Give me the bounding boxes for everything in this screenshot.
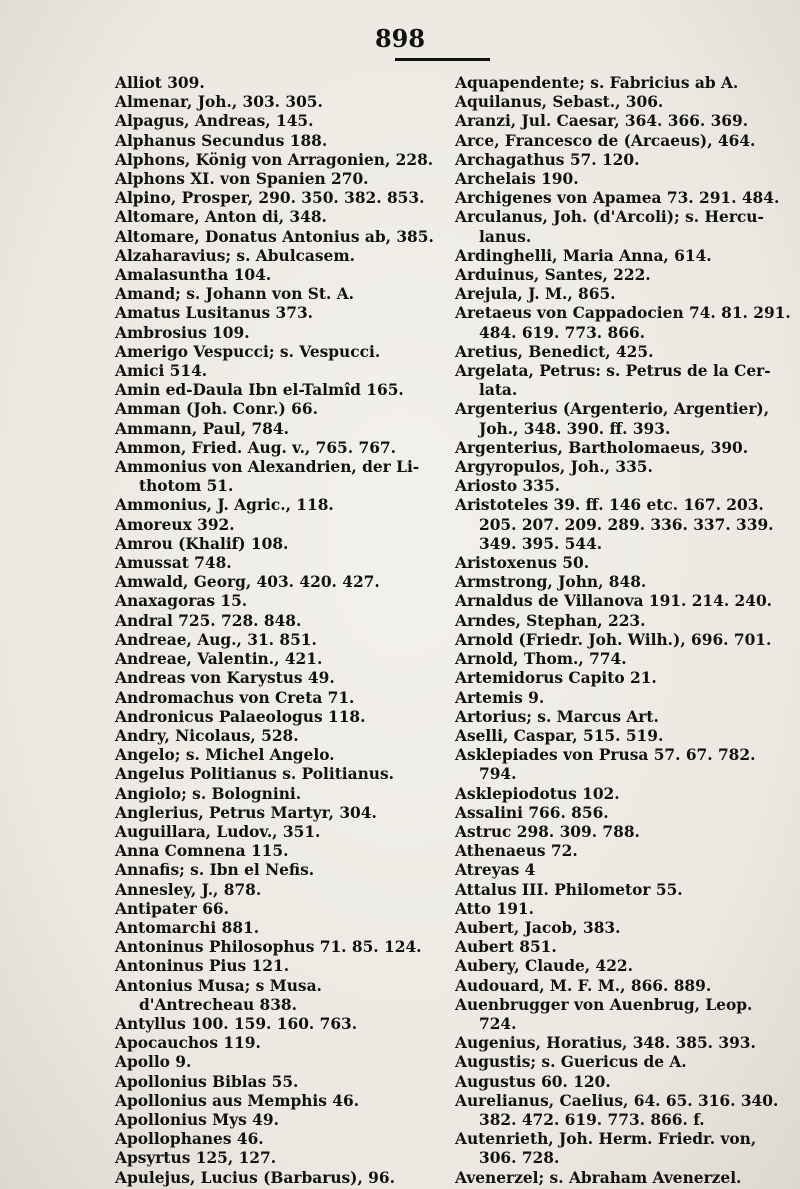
index-entry: Argyropulos, Joh., 335. <box>455 458 653 477</box>
index-entry: Arndes, Stephan, 223. <box>455 611 646 630</box>
index-entry: Anglerius, Petrus Martyr, 304. <box>115 803 377 822</box>
index-entry: Amin ed-Daula Ibn el-Talmîd 165. <box>115 381 404 400</box>
index-entry: Apocauchos 119. <box>115 1034 261 1053</box>
index-entry: Arculanus, Joh. (d'Arcoli); s. Hercu- <box>455 208 764 227</box>
index-entry: d'Antrecheau 838. <box>139 995 297 1014</box>
index-entry: Anaxagoras 15. <box>115 592 248 611</box>
index-entry: Avenerzel; s. Abraham Avenerzel. <box>455 1168 742 1187</box>
index-entry: Aurelianus, Caelius, 64. 65. 316. 340. <box>455 1091 779 1110</box>
index-entry: Amman (Joh. Conr.) 66. <box>115 400 318 419</box>
index-entry: Apollo 9. <box>115 1053 192 1072</box>
index-entry: Andreas von Karystus 49. <box>115 669 335 688</box>
index-entry: Astruc 298. 309. 788. <box>455 822 640 841</box>
index-entry: Ammann, Paul, 784. <box>115 419 289 438</box>
index-entry: Arnold, Thom., 774. <box>455 650 627 669</box>
index-entry: thotom 51. <box>139 477 234 496</box>
index-entry: lanus. <box>479 227 532 246</box>
index-entry: Apollonius aus Memphis 46. <box>115 1091 360 1110</box>
index-entry: Ariosto 335. <box>455 477 561 496</box>
index-entry: Alliot 309. <box>115 74 205 92</box>
index-entry: Andry, Nicolaus, 528. <box>115 726 299 745</box>
index-entry: Andral 725. 728. 848. <box>115 611 302 630</box>
index-entry: Alphons XI. von Spanien 270. <box>115 170 369 189</box>
page-number: 898 <box>374 24 426 53</box>
index-entry: Amrou (Khalif) 108. <box>115 534 289 553</box>
index-entry: Almenar, Joh., 303. 305. <box>115 93 323 112</box>
index-entry: Aubery, Claude, 422. <box>455 957 633 976</box>
index-entry: Alphanus Secundus 188. <box>115 131 328 150</box>
index-entry: Aretaeus von Cappadocien 74. 81. 291. <box>455 304 791 323</box>
index-entry: Alzaharavius; s. Abulcasem. <box>115 246 355 265</box>
index-entry: Arejula, J. M., 865. <box>455 285 616 304</box>
index-entry: Attalus III. Philometor 55. <box>455 880 683 899</box>
index-entry: Argenterius, Bartholomaeus, 390. <box>455 438 749 457</box>
index-entry: Antoninus Pius 121. <box>115 957 290 976</box>
index-column-left <box>115 74 443 1188</box>
index-entry: Ammonius von Alexandrien, der Li- <box>115 458 420 477</box>
index-entry: Annesley, J., 878. <box>115 880 262 899</box>
index-entry: Ambrosius 109. <box>115 323 250 342</box>
index-entry: Apsyrtus 125, 127. <box>115 1149 277 1168</box>
index-entry: Angelus Politianus s. Politianus. <box>115 765 395 784</box>
index-entry: Asklepiades von Prusa 57. 67. 782. <box>455 746 756 765</box>
index-entry: 382. 472. 619. 773. 866. f. <box>479 1110 705 1129</box>
index-entry: Aranzi, Jul. Caesar, 364. 366. 369. <box>455 112 749 131</box>
index-entry: Andreae, Valentin., 421. <box>115 650 323 669</box>
index-entry: Angiolo; s. Bolognini. <box>115 784 302 803</box>
index-entry: Altomare, Donatus Antonius ab, 385. <box>115 227 434 246</box>
index-entry: Athenaeus 72. <box>455 842 578 861</box>
index-entry: Ammonius, J. Agric., 118. <box>115 496 334 515</box>
index-entry: Amerigo Vespucci; s. Vespucci. <box>115 342 381 361</box>
index-entry: 724. <box>479 1014 517 1033</box>
index-entry: Aselli, Caspar, 515. 519. <box>455 726 664 745</box>
index-entry: Amussat 748. <box>115 554 232 573</box>
index-entry: Antipater 66. <box>115 899 229 918</box>
index-entry: Andromachus von Creta 71. <box>115 688 355 707</box>
index-entry: 306. 728. <box>479 1149 560 1168</box>
index-entry: Assalini 766. 856. <box>455 803 609 822</box>
index-entry: Auguillara, Ludov., 351. <box>115 822 321 841</box>
index-entry: Amand; s. Johann von St. A. <box>115 285 355 304</box>
index-entry: Alpagus, Andreas, 145. <box>115 112 314 131</box>
index-entry: Arnold (Friedr. Joh. Wilh.), 696. 701. <box>455 630 772 649</box>
index-entry: 349. 395. 544. <box>479 534 603 553</box>
index-entry: Archigenes von Apamea 73. 291. 484. <box>455 189 780 208</box>
index-entry: Ardinghelli, Maria Anna, 614. <box>455 246 712 265</box>
index-entry: Amici 514. <box>115 362 208 381</box>
index-entry: Aretius, Benedict, 425. <box>455 342 654 361</box>
index-entry: Amwald, Georg, 403. 420. 427. <box>115 573 380 592</box>
index-entry: Antoninus Philosophus 71. 85. 124. <box>115 938 422 957</box>
index-entry: Anna Comnena 115. <box>115 842 289 861</box>
index-entry: Atreyas 4 <box>455 861 536 880</box>
index-entry: Artemidorus Capito 21. <box>455 669 657 688</box>
index-entry: 484. 619. 773. 866. <box>479 323 646 342</box>
index-entry: Andronicus Palaeologus 118. <box>115 707 366 726</box>
index-entry: Archelais 190. <box>455 170 579 189</box>
index-entry: Amatus Lusitanus 373. <box>115 304 314 323</box>
index-entry: Alphons, König von Arragonien, 228. <box>115 150 434 169</box>
index-entry: Apulejus, Lucius (Barbarus), 96. <box>115 1168 395 1187</box>
index-entry: Alpino, Prosper, 290. 350. 382. 853. <box>115 189 425 208</box>
index-entry: Autenrieth, Joh. Herm. Friedr. von, <box>455 1130 757 1149</box>
index-entry: Auenbrugger von Auenbrug, Leop. <box>455 995 753 1014</box>
index-entry: 205. 207. 209. 289. 336. 337. 339. <box>479 515 774 534</box>
index-entry: Ammon, Fried. Aug. v., 765. 767. <box>115 438 396 457</box>
index-entry: Argelata, Petrus: s. Petrus de la Cer- <box>455 362 771 381</box>
index-entry: Altomare, Anton di, 348. <box>115 208 327 227</box>
index-column-right <box>455 74 791 1188</box>
index-entry: Angelo; s. Michel Angelo. <box>115 746 335 765</box>
header-rule <box>395 58 490 61</box>
index-entry: Amalasuntha 104. <box>115 266 272 285</box>
index-entry: lata. <box>479 381 518 400</box>
index-entry: Apollophanes 46. <box>115 1130 264 1149</box>
index-entry: 794. <box>479 765 517 784</box>
index-entry: Antomarchi 881. <box>115 918 260 937</box>
index-entry: Aristoxenus 50. <box>455 554 590 573</box>
index-entry: Antyllus 100. 159. 160. 763. <box>115 1014 358 1033</box>
index-entry: Apollonius Biblas 55. <box>115 1072 299 1091</box>
index-entry: Andreae, Aug., 31. 851. <box>115 630 317 649</box>
index-entry: Annafis; s. Ibn el Nefis. <box>115 861 315 880</box>
index-entry: Aubert 851. <box>455 938 557 957</box>
index-entry: Joh., 348. 390. ff. 393. <box>479 419 671 438</box>
index-entry: Atto 191. <box>455 899 534 918</box>
index-entry: Aquapendente; s. Fabricius ab A. <box>455 74 739 92</box>
index-entry: Arduinus, Santes, 222. <box>455 266 651 285</box>
index-entry: Aquilanus, Sebast., 306. <box>455 93 664 112</box>
index-entry: Augustus 60. 120. <box>455 1072 611 1091</box>
index-entry: Arnaldus de Villanova 191. 214. 240. <box>455 592 773 611</box>
index-entry: Artorius; s. Marcus Art. <box>455 707 659 726</box>
index-entry: Aristoteles 39. ff. 146 etc. 167. 203. <box>455 496 764 515</box>
index-entry: Archagathus 57. 120. <box>455 150 640 169</box>
index-entry: Argenterius (Argenterio, Argentier), <box>455 400 770 419</box>
index-entry: Artemis 9. <box>455 688 545 707</box>
index-entry: Antonius Musa; s Musa. <box>115 976 322 995</box>
index-entry: Arce, Francesco de (Arcaeus), 464. <box>455 131 756 150</box>
index-entry: Asklepiodotus 102. <box>455 784 620 803</box>
index-entry: Augenius, Horatius, 348. 385. 393. <box>455 1034 756 1053</box>
index-entry: Armstrong, John, 848. <box>455 573 647 592</box>
index-entry: Augustis; s. Guericus de A. <box>455 1053 687 1072</box>
index-entry: Audouard, M. F. M., 866. 889. <box>455 976 712 995</box>
index-entry: Amoreux 392. <box>115 515 235 534</box>
index-entry: Apollonius Mys 49. <box>115 1110 279 1129</box>
index-entry: Aubert, Jacob, 383. <box>455 918 621 937</box>
